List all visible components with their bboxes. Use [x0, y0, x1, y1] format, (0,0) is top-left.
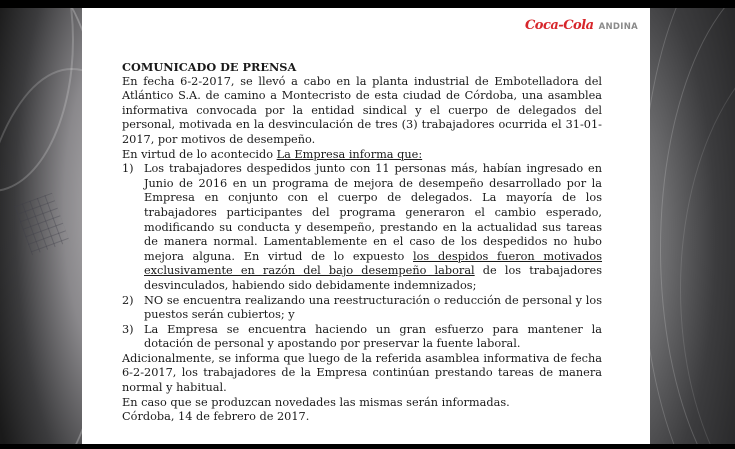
bottom-letterbox-bar: [0, 444, 735, 449]
list-item-text: NO se encuentra realizando una reestructuración o reducción de personal y los puestos serán cubiertos; y: [144, 293, 602, 322]
list-item-text: La Empresa se encuentra haciendo un gran esfuerzo para mantener la dotación de personal y apostando por preservar la fuente laboral.: [144, 322, 602, 351]
place-date: Córdoba, 14 de febrero de 2017.: [122, 410, 310, 424]
left-decorative-background: [0, 8, 82, 444]
list-item: [122, 323, 602, 352]
numbered-list: [122, 162, 602, 352]
list-item-number: 3): [122, 322, 134, 336]
additional-paragraph: Adicionalmente, se informa que luego de la referida asamblea informativa de fecha 6-2-2017, los trabajadores de la Empresa continúan prestando tareas de manera normal y habitual.: [122, 351, 602, 395]
document-page: [82, 8, 650, 444]
list-item-number: 1): [122, 162, 134, 176]
lead-in-paragraph: [122, 148, 602, 163]
list-item-underlined-text: los despidos fueron motivados exclusivamente en razón del bajo desempeño laboral: [144, 249, 603, 278]
logo-brand-text: Coca-Cola: [524, 18, 594, 33]
right-decorative-background: [650, 8, 735, 444]
top-letterbox-bar: [0, 0, 735, 8]
lead-in-underlined: La Empresa informa que:: [276, 147, 423, 161]
list-item-text: de los trabajadores desvinculados, habiendo sido debidamente indemnizados;: [144, 264, 602, 292]
document-title: COMUNICADO DE PRENSA: [122, 60, 297, 74]
logo-suffix-text: ANDINA: [598, 22, 638, 32]
closing-paragraph: En caso que se produzcan novedades las mismas serán informadas.: [122, 395, 510, 409]
coca-cola-andina-logo: [525, 18, 638, 33]
list-item: [122, 162, 602, 293]
list-item-text: Los trabajadores despedidos junto con 11 personas más, habían ingresado en Junio de 2016 en un programa de mejora de desempeño desarrollado por la Empresa en conjunto con el cuerpo de delegados. La mayoría de los trabajadores participantes del programa generaron el cambio esperado, modificando su conducta y desempeño, prestando en la actualidad sus tareas de manera normal. Lamentablemente en el caso de los despedidos no hubo mejora alguna. En virtud de lo expuesto: [144, 162, 602, 263]
lead-in-prefix: En virtud de lo acontecido: [122, 147, 277, 161]
press-release-body: [122, 60, 602, 425]
intro-paragraph: En fecha 6-2-2017, se llevó a cabo en la planta industrial de Embotelladora del Atlántico S.A. de camino a Montecristo de esta ciudad de Córdoba, una asamblea informativa convocada por la entidad sindical y el cuerpo de delegados del personal, motivada en la desvinculación de tres (3) trabajadores ocurrida el 31-01-2017, por motivos de desempeño.: [122, 74, 602, 146]
list-item-number: 2): [122, 293, 134, 307]
list-item: [122, 294, 602, 323]
